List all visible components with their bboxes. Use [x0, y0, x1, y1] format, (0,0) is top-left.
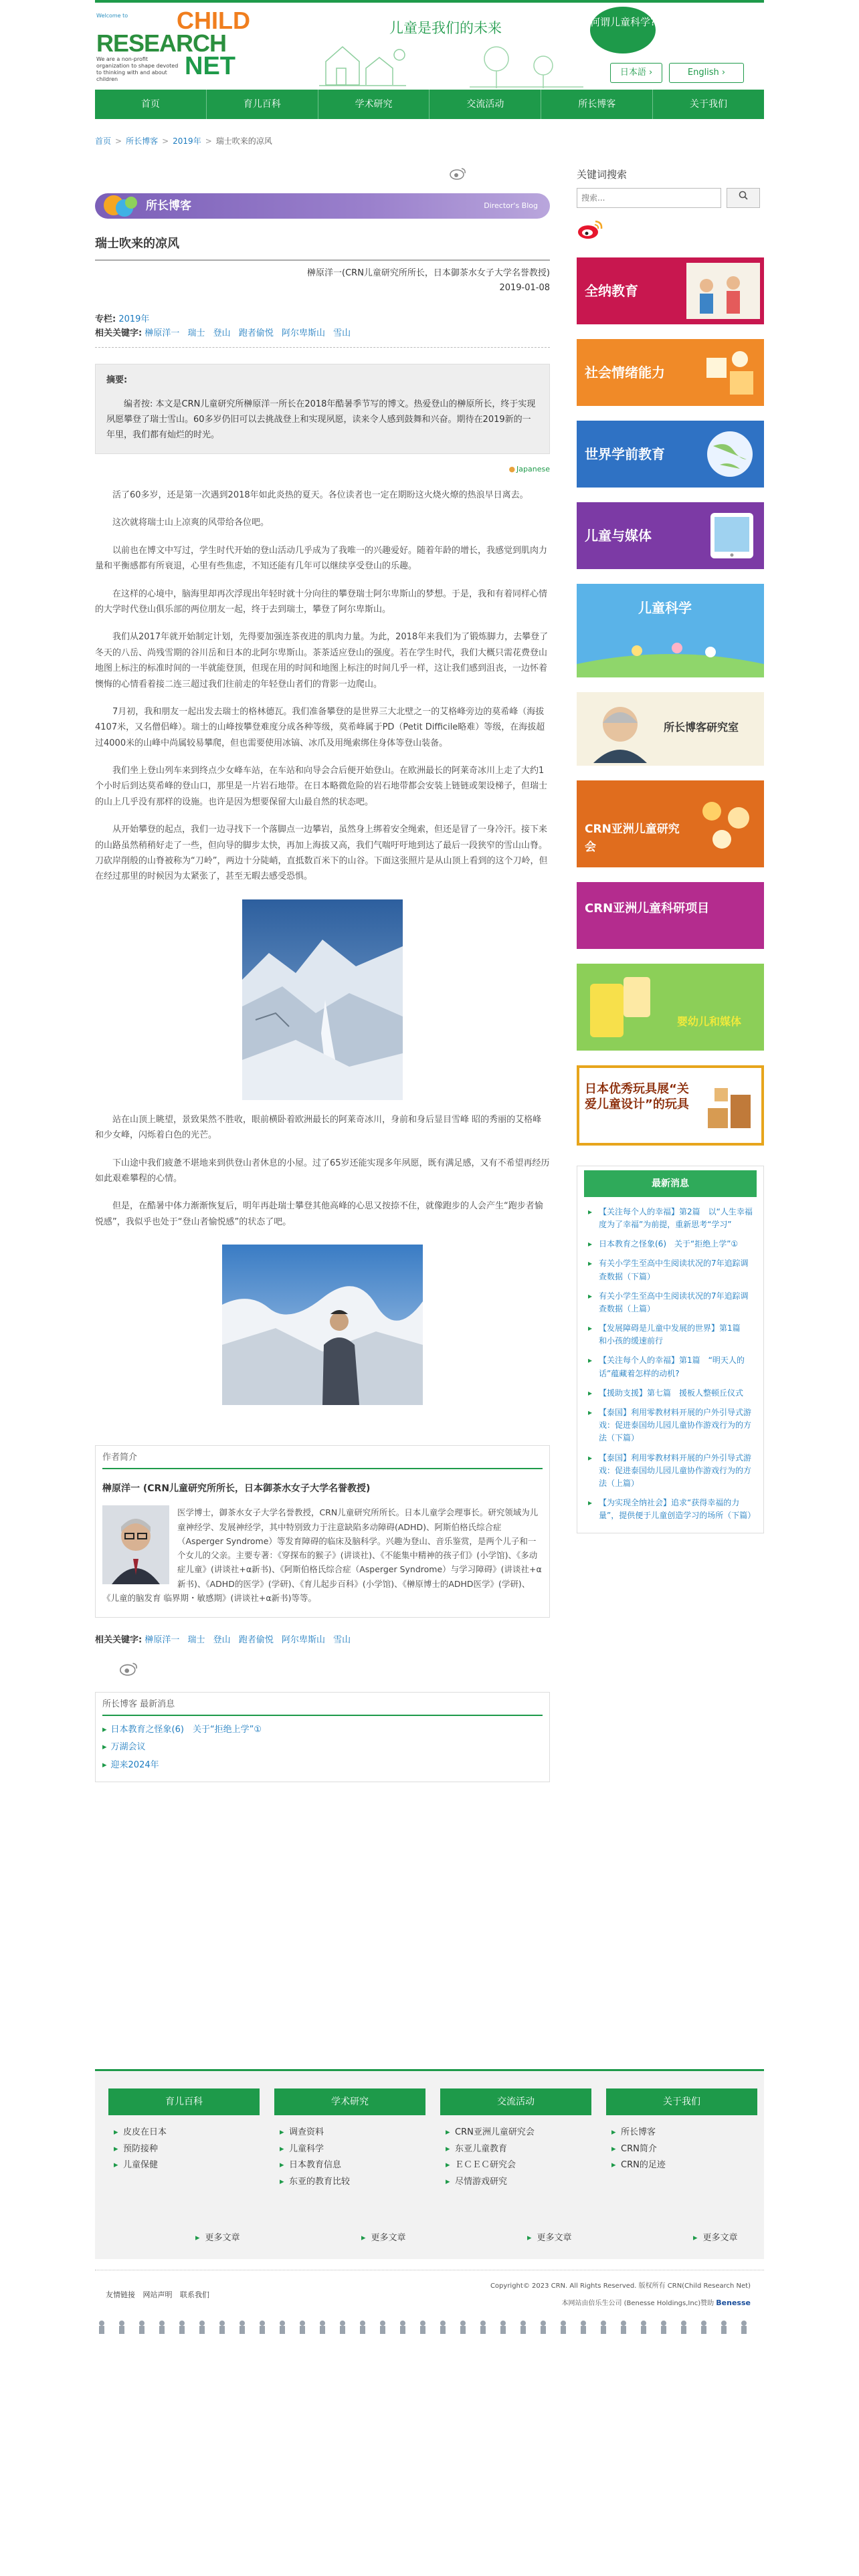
article-summary — [95, 364, 550, 454]
banner-infants-media[interactable] — [577, 964, 764, 1051]
logo-tagline: We are a non-profit organization to shape devoted to thinking with and about children — [96, 56, 179, 82]
news-item[interactable]: ▸ 【发展障碍是儿童中发展的世界】第1篇 和小孩的缓速前行 — [577, 1319, 763, 1351]
news-item[interactable]: ▸ 有关小学生至高中生阅读状况的7年追踪调查数据（上篇） — [577, 1287, 763, 1319]
article-paragraph: 但是，在酷暑中体力渐渐恢复后，明年再赴瑞士攀登其他高峰的心思又按捺不住，就像跑步的人会产生“跑步者愉悦感”，我似乎也处于“登山者愉悦感”的状态了吧。 — [95, 1201, 543, 1227]
article-author: 榊原洋一(CRN儿童研究所所长，日本御茶水女子大学名誉教授) — [307, 267, 550, 278]
latest-post-link[interactable]: 万湖会议 — [110, 1742, 146, 1753]
summit-portrait-photo — [222, 1245, 423, 1405]
footer-col-parenting — [108, 2088, 260, 2174]
banner-title: CRN亚洲儿童科研项目 — [585, 901, 710, 916]
breadcrumb-year[interactable]: 2019年 — [173, 136, 201, 146]
footer-link[interactable]: ▸ 日本教育信息 — [274, 2157, 425, 2174]
footer-link[interactable]: ▸ 东亚儿童教育 — [440, 2141, 591, 2158]
footer-link[interactable]: ▸ 东亚的教育比较 — [274, 2174, 425, 2191]
news-item[interactable]: ▸ 【援助支援】第七篇 援板人整顿丘仪式 — [577, 1384, 763, 1403]
nav-item-director-blog[interactable]: 所长博客 — [541, 90, 653, 119]
banner-title: CRN亚洲儿童研究会 — [585, 822, 680, 854]
keyword-link[interactable]: 瑞士 — [187, 1635, 205, 1646]
nav-item-about[interactable]: 关于我们 — [690, 99, 728, 110]
news-item[interactable]: ▸ 有关小学生至高中生阅读状况的7年追踪调查数据（下篇） — [577, 1254, 763, 1286]
site-slogan: 儿童是我们的未来 — [389, 20, 502, 36]
footer-link[interactable]: ▸ 儿童保健 — [108, 2157, 260, 2174]
speech-bubbles-icon — [99, 193, 142, 219]
benesse-logo[interactable]: Benesse — [716, 2298, 751, 2307]
bottom-keywords — [95, 1634, 550, 1648]
logo-child: CHILD — [177, 7, 250, 34]
logo-research: RESEARCH — [96, 29, 227, 57]
sidebar — [577, 167, 764, 1533]
news-item[interactable]: ▸ 日本教育之怪象(6) 关于“拒绝上学”① — [577, 1235, 763, 1254]
footer-col-title[interactable]: 学术研究 — [274, 2088, 425, 2115]
banner-title: 日本优秀玩具展“关爱儿童设计”的玩具 — [585, 1081, 689, 1112]
article-byline — [95, 266, 550, 296]
director-blog-bar — [95, 193, 550, 219]
search-heading: 关键词搜索 — [577, 169, 628, 181]
keyword-link[interactable]: 阿尔卑斯山 — [281, 328, 325, 338]
weibo-icon[interactable] — [577, 219, 603, 240]
blocks-illustration-icon — [700, 344, 760, 401]
footer-link[interactable]: ▸ 所长博客 — [606, 2125, 757, 2141]
contact-link[interactable]: 联系我们 — [180, 2290, 209, 2299]
article-paragraph: 我们坐上登山列车来到终点少女峰车站，在车站和向导会合后便开始登山。在欧洲最长的阿莱奇冰川上走了大约1个小时后到达莫希峰的登山口，那里是一片岩石地带。在日本略微危险的岩石地带都会安装上链链或架设梯子，但瑞士的山上几乎没有那样的设施。也许是因为想要保留大山最自然的状态吧。 — [95, 766, 548, 807]
blog-bar-title: 所长博客 — [146, 199, 191, 213]
article-title: 瑞士吹来的凉风 — [95, 235, 550, 261]
footer-bottom — [95, 2270, 764, 2317]
kids-playing-illustration-icon — [577, 624, 764, 677]
banner-title: 社会情绪能力 — [585, 364, 665, 381]
logo-net: NET — [185, 52, 235, 80]
friend-links-link[interactable]: 友情链接 — [106, 2290, 135, 2299]
keywords-label: 相关关键字: — [95, 1635, 142, 1646]
blog-bar-english: Director's Blog — [484, 201, 538, 210]
japanese-language-button[interactable]: 日本語 › — [610, 63, 662, 83]
weibo-share-icon[interactable] — [450, 167, 467, 180]
footer-col-title[interactable]: 关于我们 — [606, 2088, 757, 2115]
summary-heading: 摘要: — [106, 375, 128, 386]
sponsor-text: 本网站由倍乐生公司 (Benesse Holdings,Inc)赞助 — [561, 2300, 714, 2307]
search-button[interactable] — [727, 188, 760, 208]
main-nav — [95, 90, 764, 119]
sponsor-row — [490, 2294, 751, 2312]
keyword-link[interactable]: 阿尔卑斯山 — [281, 1635, 325, 1646]
globe-icon — [700, 426, 760, 482]
latest-news — [577, 1166, 764, 1533]
banner-title: 儿童与媒体 — [585, 527, 652, 544]
tablet-icon — [705, 510, 759, 561]
news-item[interactable]: ▸ 【泰国】利用零教材料开展的户外引导式游戏：促进泰国幼儿园儿童协作游戏行为的方法（上篇） — [577, 1448, 763, 1494]
footer-link[interactable]: ▸ CRN的足迹 — [606, 2157, 757, 2174]
footer-col-about — [606, 2088, 757, 2174]
article-paragraph: 下山途中我们疲惫不堪地来到供登山者休息的小屋。过了65岁还能实现多年夙愿，既有满足感，又有不希望再经历如此艰难攀程的心情。 — [95, 1158, 550, 1184]
footer-more-link[interactable]: ▸ 更多文章 — [361, 2232, 406, 2246]
kids-silhouette-strip-icon — [95, 2319, 764, 2334]
author-profile — [95, 1445, 550, 1618]
banner-child-science[interactable] — [577, 584, 764, 677]
nav-item-parenting[interactable]: 育儿百科 — [207, 90, 318, 119]
footer-link[interactable]: ▸ 皮皮在日本 — [108, 2125, 260, 2141]
article-paragraph: 这次就将瑞士山上凉爽的风带给各位吧。 — [112, 518, 270, 528]
keyword-link[interactable]: 雪山 — [333, 1635, 351, 1646]
what-is-child-science-bubble[interactable] — [590, 7, 656, 53]
site-footer — [95, 2069, 764, 2339]
author-profile-heading: 作者简介 — [102, 1451, 543, 1469]
footer-col-title[interactable]: 交流活动 — [440, 2088, 591, 2115]
news-item[interactable]: ▸ 【泰国】利用零教材料开展的户外引导式游戏：促进泰国幼儿园儿童协作游戏行为的方法（下篇） — [577, 1403, 763, 1448]
footer-link[interactable]: ▸ CRN亚洲儿童研究会 — [440, 2125, 591, 2141]
summary-text: 编者按: 本文是CRN儿童研究所榊原洋一所长在2018年酷暑季节写的博文。热爱登山的榊原所长，终于实现夙愿攀登了瑞士雪山。60多岁仍旧可以去挑战登上和实现夙愿，读来令人感到鼓舞和兴奋。期待在2019新的一年里，我们都有灿烂的时光。 — [106, 399, 536, 440]
search-input[interactable] — [577, 188, 721, 208]
breadcrumb-blog[interactable]: 所长博客 — [126, 136, 159, 146]
news-item[interactable]: ▸ 【关注每个人的幸福】第1篇 “明天人的话”蕴藏着怎样的动机? — [577, 1351, 763, 1383]
banner-crn-asia-seminar[interactable] — [577, 780, 764, 867]
main-content — [95, 167, 550, 1782]
author-profile-name: 榊原洋一 (CRN儿童研究所所长，日本御茶水女子大学名誉教授) — [102, 1483, 371, 1494]
latest-post-link[interactable]: 迎来2024年 — [110, 1759, 159, 1770]
author-profile-text: 医学博士，御茶水女子大学名誉教授，CRN儿童研究所所长。日本儿童学会理事长。研究领域为儿童神经学、发展神经学，其中特别致力于注意缺陷多动障碍(ADHD)、阿斯伯格氏综合症（Asperger Syndrome）等发育障碍的临床及脑科学。兴趣为登山、音乐鉴赏，是两个儿子和一个女儿的父亲。主要专著：《穿探布的猴子》(讲谈社)、《不能集中精神的孩子们》(小学馆)、《多动症儿童》(讲谈社+α新书)、《阿斯伯格氏综合症（Asperger Syndrome）与学习障碍》(讲谈社+α新书)、《ADHD的医学》(学研)、《育儿起步百科》(小学馆)、《榊原博士的ADHD医学》(学研)、《儿童的脑发育 临界期・敏感期》(讲谈社+α新书)等等。 — [102, 1507, 542, 1603]
article-date: 2019-01-08 — [499, 282, 550, 293]
weibo-share-icon[interactable] — [119, 1661, 139, 1676]
nav-item-exchange[interactable]: 交流活动 — [430, 90, 541, 119]
banner-title: 婴幼儿和媒体 — [677, 1014, 742, 1028]
news-item[interactable]: ▸ 【关注每个人的幸福】第2篇 以“人生幸福度为了幸福”为前提，重新思考“学习” — [577, 1202, 763, 1235]
banner-social-emotional[interactable] — [577, 339, 764, 406]
site-statement-link[interactable]: 网站声明 — [142, 2290, 173, 2299]
news-item[interactable]: ▸ 【为实现全纳社会】追求“获得幸福的力量”，提供便于儿童创造学习的场所（下篇） — [577, 1493, 763, 1525]
footer-link[interactable]: ▸ 调查资料 — [274, 2125, 425, 2141]
keyword-link[interactable]: 雪山 — [333, 328, 351, 338]
author-portrait-photo — [102, 1505, 169, 1584]
keywords-label: 相关关键字: — [95, 328, 142, 338]
article-paragraph: 以前也在博文中写过，学生时代开始的登山活动几乎成为了我唯一的兴趣爱好。随着年龄的增长，我感觉到肌肉力量和平衡感都有所衰退，心里有些焦虑，不知还能有几年可以继续享受登山的乐趣。 — [95, 545, 548, 572]
footer-columns — [95, 2069, 764, 2259]
footer-link[interactable]: ▸ ＥＣＥＣ研究会 — [440, 2157, 591, 2174]
article-paragraph: 站在山顶上眺望，景致果然不胜收，眼前横卧着欧洲最长的阿莱奇冰川，身前和身后显目雪峰 昭的秀丽的艾格峰和少女峰，闪烁着白色的光芒。 — [95, 1114, 542, 1141]
breadcrumb-home[interactable]: 首页 — [95, 136, 112, 146]
banner-crn-asia-research[interactable] — [577, 882, 764, 949]
banner-title: 儿童科学 — [638, 599, 692, 616]
keyword-link[interactable]: 跑者偷悦 — [238, 1635, 274, 1646]
banner-title: 所长博客研究室 — [664, 720, 739, 734]
flowers-illustration-icon — [692, 791, 759, 858]
article-paragraph: 我们从2017年就开始制定计划，先得要加强连茶夜进的肌肉力量。为此，2018年来我们为了锻炼脚力，去攀登了冬天的八岳、尚残雪期的谷川岳和日本的北阿尔卑斯山。茶茶适应登山的强度。若在学生时代，我们大概只需花费登山地图上标注的标准时间的一半就能登顶，但现在用的时间和地图上标注的时间几乎一样，这让我们感到沮丧，一边怀着懊悔的心情看着接二连三超过我们往前走的年轻登山者们的背影一边爬山。 — [95, 632, 549, 689]
keyword-link[interactable]: 跑者偷悦 — [238, 328, 274, 338]
children-illustration-icon — [686, 263, 760, 319]
japanese-version-link[interactable]: ● Japanese — [95, 463, 550, 475]
footer-more-link[interactable]: ▸ 更多文章 — [527, 2232, 572, 2246]
banner-inclusive-education[interactable] — [577, 257, 764, 324]
blog-latest-heading: 所长博客 最新消息 — [102, 1698, 543, 1716]
page — [95, 3, 764, 2307]
author-profile-body — [102, 1505, 543, 1605]
copyright-text: Copyright© 2023 CRN. All Rights Reserved. 版权所有 CRN(Child Research Net) — [490, 2282, 751, 2290]
footer-link[interactable]: ▸ 尽情游戏研究 — [440, 2174, 591, 2191]
latest-news-heading: 最新消息 — [584, 1170, 757, 1197]
banner-title: 世界学前教育 — [585, 445, 665, 462]
keyword-link[interactable]: 榊原洋一 — [145, 1635, 180, 1646]
footer-col-research — [274, 2088, 425, 2191]
wooden-toy-icon — [701, 1075, 757, 1136]
footer-col-exchange — [440, 2088, 591, 2191]
footer-bottom-links — [106, 2289, 215, 2301]
latest-post-link[interactable]: 日本教育之怪象(6) 关于“拒绝上学”① — [110, 1724, 262, 1735]
tree-illustration-icon — [470, 32, 583, 88]
banner-title: 全纳教育 — [585, 282, 638, 299]
english-language-button[interactable]: English › — [669, 63, 744, 83]
column-link[interactable]: 2019年 — [118, 314, 150, 324]
site-header — [95, 3, 764, 90]
footer-more-link[interactable]: ▸ 更多文章 — [195, 2232, 240, 2246]
footer-link[interactable]: ▸ 儿童科学 — [274, 2141, 425, 2158]
search-row — [577, 188, 764, 208]
article-meta — [95, 313, 550, 348]
banner-director-lab[interactable] — [577, 692, 764, 766]
nav-item-research[interactable]: 学术研究 — [318, 90, 430, 119]
footer-link[interactable]: ▸ 预防接种 — [108, 2141, 260, 2158]
article-paragraph: 在这样的心境中，脑海里却再次浮现出年轻时就十分向往的攀登瑞士阿尔卑斯山的梦想。于是，我和有着同样心情的大学时代登山俱乐部的两位朋友一起，终于去到瑞士，攀登了阿尔卑斯山。 — [95, 588, 548, 615]
footer-more-link[interactable]: ▸ 更多文章 — [693, 2232, 738, 2246]
house-illustration-icon — [319, 35, 406, 87]
article-paragraph: 7月初，我和朋友一起出发去瑞士的格林德瓦。我们准备攀登的是世界三大北壁之一的艾格峰旁边的莫希峰（海拔4107米，又名僧侣峰）。瑞士的山峰按攀登难度分成各种等级，莫希峰属于PD（Petit Difficile略难）等级，在海拔超过4000米的山峰中尚属较易攀爬，但也需要使用冰镐、冰爪及用绳索绑住身体等登山装备。 — [95, 706, 545, 748]
logo-welcome: Welcome to — [96, 13, 128, 19]
keyword-link[interactable]: 榊原洋一 — [145, 328, 180, 338]
site-logo[interactable] — [96, 7, 250, 86]
search-icon — [739, 191, 748, 200]
column-label: 专栏: — [95, 314, 116, 324]
footer-col-title[interactable]: 育儿百科 — [108, 2088, 260, 2115]
phone-tablet-icon — [583, 970, 664, 1044]
footer-link[interactable]: ▸ CRN简介 — [606, 2141, 757, 2158]
keyword-link[interactable]: 登山 — [213, 1635, 231, 1646]
breadcrumb-current: 瑞士吹来的凉风 — [215, 136, 272, 146]
keyword-link[interactable]: 登山 — [213, 328, 231, 338]
banner-toy-awards[interactable] — [577, 1065, 764, 1146]
article-paragraph: 从开始攀登的起点，我们一边寻找下一个落脚点一边攀岩，虽然身上绑着安全绳索，但还是冒了一身冷汗。接下来的山路虽然稍稍好走了一些，但向导的脚步太快，再加上海拔又高，我们气喘吁吁地到达了最后一段狭窄的雪山山脊。刀砍岸削般的山脊被称为“刀岭”，两边十分陡峭，直抵数百米下的山谷。下面这张照片是从山顶上看到的这个刀岭，但在经过那里的时候因为太紧张了，甚至无暇去感受恐惧。 — [95, 825, 548, 882]
mountain-ridge-photo — [242, 899, 403, 1100]
nav-item-home[interactable]: 首页 — [95, 90, 207, 119]
keyword-link[interactable]: 瑞士 — [187, 328, 205, 338]
breadcrumb: 首页 > 所长博客 > 2019年 > 瑞士吹来的凉风 — [95, 136, 272, 146]
director-portrait-icon — [583, 696, 657, 763]
banner-world-preschool[interactable] — [577, 421, 764, 488]
blog-latest-posts — [95, 1692, 550, 1782]
banner-children-media[interactable] — [577, 502, 764, 569]
bubble-text: 何谓儿童科学? — [590, 16, 656, 28]
article-paragraph: 活了60多岁，还是第一次遇到2018年如此炎热的夏天。各位读者也一定在期盼这火烧火燎的热浪早日离去。 — [112, 490, 529, 501]
copyright-block — [490, 2278, 751, 2312]
